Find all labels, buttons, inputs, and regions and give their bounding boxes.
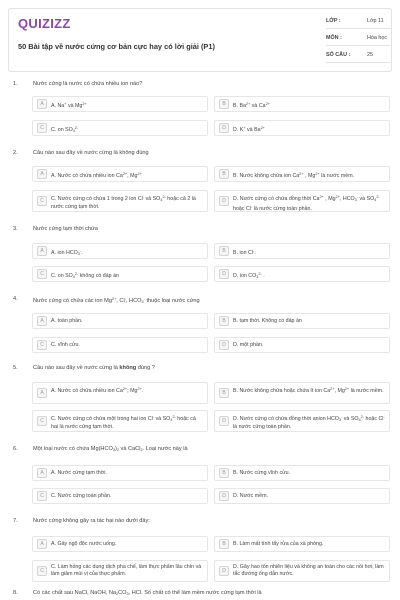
answer-option-d[interactable]: [214, 560, 390, 582]
question-number: 2.: [13, 150, 18, 156]
answer-option-b[interactable]: [214, 382, 390, 404]
option-letter-badge: C: [37, 269, 47, 279]
answer-option-b[interactable]: [214, 243, 390, 259]
answer-option-c[interactable]: [32, 560, 208, 582]
option-letter-badge: C: [37, 491, 47, 501]
answer-option-b[interactable]: [214, 536, 390, 552]
question-text: Nước cứng có chứa các ion $Mg^{2+}$, Cl-, $HCO_3^-$ thuộc loại nước cứng: [33, 297, 200, 304]
option-text: D. Gây hao tốn nhiên liệu và không an toàn cho các nồi hơi, làm tắc đường ống dẫn nước.: [233, 564, 384, 577]
option-text: C. vĩnh cửu.: [51, 342, 80, 348]
option-text: D. Nước mềm.: [233, 493, 268, 499]
option-letter-badge: C: [37, 123, 47, 133]
option-text: A. Nước cứng tạm thời.: [51, 470, 107, 476]
option-letter-badge: A: [37, 169, 47, 179]
option-letter-badge: D: [219, 566, 229, 576]
answer-option-b[interactable]: [214, 166, 390, 182]
option-letter-badge: B: [219, 99, 229, 109]
option-text: C. Làm hỏng các dung dịch pha chế, làm thực phẩm lâu chín và làm giảm mùi vị của thực phẩm.: [51, 564, 202, 577]
option-text: C. Nước cứng có chứa một trong hai ion Cl- và $SO_4^{2-}$ hoặc cả hai là nước cứng tạm thời.: [51, 415, 196, 430]
option-text: A. Nước có chứa nhiều ion $Ca^{2+}$; $Mg^{2+}$.: [51, 387, 144, 394]
answer-option-c[interactable]: [32, 337, 208, 353]
question-count-value: 25: [367, 52, 373, 58]
option-text: D. K+ và $Ba^{2+}$: [233, 126, 265, 133]
answer-option-b[interactable]: [214, 313, 390, 329]
question-text: Nước cứng tạm thời chứa: [33, 226, 98, 232]
option-letter-badge: A: [37, 246, 47, 256]
option-text: C. on $SO_4^{2-}$: [51, 126, 79, 133]
option-text: B. Nước không chứa ion $Ca^{2+}$ , $Mg^{2+}$ là nước mềm.: [233, 172, 355, 179]
option-text: D. Nước cứng có chứa đồng thời anion $HCO_3^-$ và $SO_4^{2-}$ hoặc Cl- là nước cứng toàn phần.: [233, 415, 385, 430]
option-letter-badge: A: [37, 468, 47, 478]
option-text: C. Nước cứng toàn phần.: [51, 493, 112, 499]
meta-divider: [326, 45, 392, 46]
question-number: 8.: [13, 590, 18, 596]
option-letter-badge: C: [37, 196, 47, 206]
question-number: 5.: [13, 365, 18, 371]
question-number: 7.: [13, 518, 18, 524]
answer-option-a[interactable]: [32, 166, 208, 182]
option-text: B. Nước không chứa hoặc chứa ít ion $Ca^{2+}$, $Mg^{2+}$ là nước mềm.: [233, 387, 384, 394]
option-letter-badge: D: [219, 416, 229, 426]
class-value: Lớp 11: [367, 18, 384, 24]
answer-option-c[interactable]: [32, 120, 208, 136]
answer-option-a[interactable]: [32, 382, 208, 404]
option-letter-badge: C: [37, 340, 47, 350]
option-letter-badge: B: [219, 388, 229, 398]
question-text: Nước cứng là nước có chứa nhiều ion nào?: [33, 81, 143, 87]
answer-option-c[interactable]: [32, 488, 208, 504]
option-letter-badge: B: [219, 246, 229, 256]
option-letter-badge: B: [219, 468, 229, 478]
answer-option-d[interactable]: [214, 266, 390, 282]
option-text: A. Na+ và $Mg^{2+}$: [51, 102, 87, 109]
question-text: Một loại nước có chứa $Mg(HCO_3)_2$ và CaCl$_2$. Loại nước này là: [33, 446, 188, 452]
option-letter-badge: A: [37, 316, 47, 326]
answer-option-a[interactable]: [32, 313, 208, 329]
option-letter-badge: A: [37, 99, 47, 109]
answer-option-a[interactable]: [32, 96, 208, 112]
answer-option-a[interactable]: [32, 536, 208, 552]
option-text: A. ion $HCO_3^-$.: [51, 249, 83, 256]
answer-option-d[interactable]: [214, 410, 390, 432]
question-text: Câu nào sau đây về nước cứng là không đúng ?: [33, 365, 155, 371]
question-number: 4.: [13, 296, 18, 302]
answer-option-c[interactable]: [32, 410, 208, 432]
option-text: B. $Ba^{2+}$ và $Ca^{2+}$: [233, 102, 270, 109]
option-text: A. Gây ngộ độc nước uống.: [51, 541, 117, 547]
option-letter-badge: D: [219, 340, 229, 350]
answer-option-c[interactable]: [32, 190, 208, 212]
option-letter-badge: B: [219, 539, 229, 549]
question-text: Câu nào sau đây về nước cứng là không đúng: [33, 150, 149, 156]
option-text: D. Nước cứng có chứa đồng thời $Ca^{2+}$ , $Mg^{2+}$, $HCO_3^-$ và $SO_4^{2-}$ hoặc Cl- là nước cứng toàn phần.: [233, 195, 380, 212]
option-text: C. Nước cứng có chứa 1 trong 2 ion Cl- và $SO_4^{2-}$ hoặc cả 2 là nước cứng tạm thời.: [51, 195, 196, 210]
question-count-label: SỐ CÂU :: [326, 52, 351, 58]
option-letter-badge: D: [219, 269, 229, 279]
meta-divider: [326, 62, 392, 63]
answer-option-d[interactable]: [214, 120, 390, 136]
quizizz-logo: QUIZIZZ: [18, 16, 71, 31]
worksheet-header: [8, 8, 392, 72]
option-text: D. ion $CO_3^{2-}$ .: [233, 272, 265, 279]
question-number: 6.: [13, 446, 18, 452]
option-letter-badge: B: [219, 169, 229, 179]
class-label: LỚP :: [326, 18, 341, 24]
option-text: B. Làm mất tính tẩy rửa của xà phòng.: [233, 541, 324, 547]
document-title: 50 Bài tập về nước cứng cơ bản cực hay có lời giải (P1): [18, 42, 215, 51]
answer-option-d[interactable]: [214, 190, 390, 212]
answer-option-a[interactable]: [32, 243, 208, 259]
answer-option-b[interactable]: [214, 96, 390, 112]
option-letter-badge: D: [219, 196, 229, 206]
option-letter-badge: D: [219, 123, 229, 133]
option-text: B. tạm thời. Không có đáp án: [233, 318, 302, 324]
option-letter-badge: D: [219, 491, 229, 501]
answer-option-d[interactable]: [214, 337, 390, 353]
option-text: D. một phần.: [233, 342, 264, 348]
option-letter-badge: B: [219, 316, 229, 326]
option-letter-badge: A: [37, 388, 47, 398]
option-text: B. ion Cl-.: [233, 249, 256, 256]
question-text: Có các chất sau NaCl, NaOH, $Na_2CO_3$, HCl. Số chất có thể làm mềm nước cứng tạm thời là: [33, 590, 262, 596]
meta-divider: [326, 28, 392, 29]
subject-label: MÔN :: [326, 35, 342, 41]
answer-option-d[interactable]: [214, 488, 390, 504]
subject-value: Hóa học: [367, 35, 388, 41]
option-letter-badge: A: [37, 539, 47, 549]
option-text: C. on $SO_4^{2-}$ không có đáp án: [51, 272, 119, 279]
answer-option-a[interactable]: [32, 465, 208, 481]
option-letter-badge: C: [37, 416, 47, 426]
answer-option-c[interactable]: [32, 266, 208, 282]
question-number: 1.: [13, 81, 18, 87]
question-number: 3.: [13, 226, 18, 232]
option-text: A. toàn phần.: [51, 318, 83, 324]
answer-option-b[interactable]: [214, 465, 390, 481]
option-text: A. Nước có chứa nhiều ion $Ca^{2+}$, $Mg^{2+}$: [51, 172, 142, 179]
option-letter-badge: C: [37, 566, 47, 576]
option-text: B. Nước cứng vĩnh cửu.: [233, 470, 291, 476]
question-text: Nước cứng không gây ra tác hại nào dưới đây:: [33, 518, 150, 524]
